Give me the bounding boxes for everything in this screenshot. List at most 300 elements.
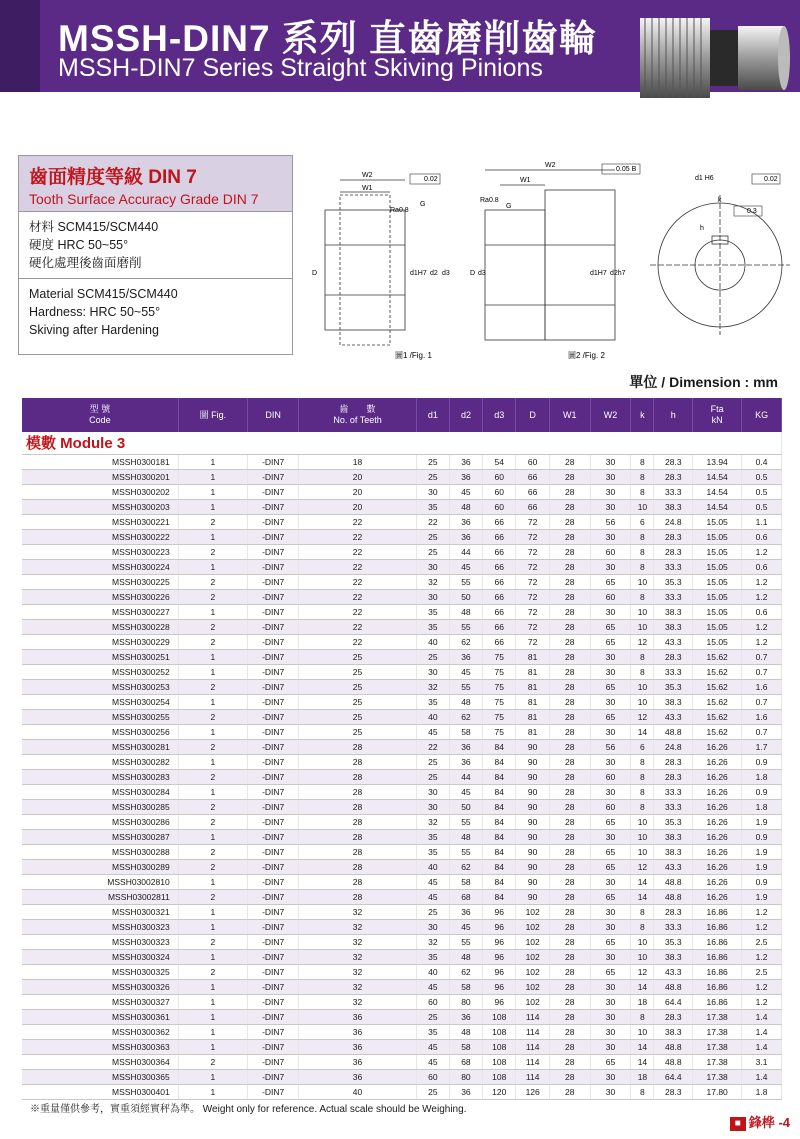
table-cell: 1.2 [742,904,782,919]
table-cell: 0.6 [742,529,782,544]
table-cell: 10 [631,574,654,589]
table-cell: 0.9 [742,754,782,769]
table-cell: 72 [516,574,549,589]
table-cell: 1.8 [742,799,782,814]
table-cell: 84 [482,844,515,859]
table-cell: 1.1 [742,514,782,529]
table-cell: 58 [449,724,482,739]
table-cell: 15.05 [693,544,742,559]
table-cell: 1 [178,829,247,844]
table-cell: 28 [549,964,590,979]
table-cell: 15.62 [693,724,742,739]
table-cell: 114 [516,1069,549,1084]
table-cell: 28.3 [654,754,693,769]
table-cell: 90 [516,859,549,874]
table-cell: 12 [631,859,654,874]
table-cell: 16.86 [693,919,742,934]
table-cell: 48 [449,604,482,619]
table-cell: MSSH0300284 [22,784,178,799]
column-header-label: d2 [460,409,471,420]
table-cell: 25 [416,454,449,469]
column-header-label: DIN [265,409,281,420]
table-cell: -DIN7 [248,469,299,484]
table-cell: 114 [516,1054,549,1069]
table-cell: 102 [516,919,549,934]
table-cell: 48.8 [654,1039,693,1054]
table-row [22,964,782,979]
table-cell: 8 [631,454,654,469]
table-cell: 28 [549,799,590,814]
table-cell: MSSH0300363 [22,1039,178,1054]
page-title-zh: MSSH-DIN7 系列 直齒磨削齒輪 [58,18,598,59]
table-cell: 28 [549,1039,590,1054]
table-row [22,934,782,949]
table-cell: 75 [482,664,515,679]
table-cell: -DIN7 [248,514,299,529]
table-cell: 102 [516,949,549,964]
table-cell: -DIN7 [248,1054,299,1069]
accuracy-grade-zh: 齒面精度等級 DIN 7 [29,167,197,188]
table-cell: MSSH0300228 [22,619,178,634]
table-cell: 0.4 [742,454,782,469]
table-cell: 2 [178,844,247,859]
table-cell: 30 [590,904,631,919]
table-cell: -DIN7 [248,724,299,739]
table-cell: 58 [449,874,482,889]
table-cell: 102 [516,964,549,979]
table-cell: 25 [416,469,449,484]
table-cell: 2 [178,589,247,604]
table-cell: 56 [590,514,631,529]
table-cell: 32 [299,919,417,934]
table-row [22,634,782,649]
table-cell: 62 [449,859,482,874]
table-cell: 8 [631,544,654,559]
table-cell: 65 [590,679,631,694]
table-cell: 28 [549,694,590,709]
table-cell: 2 [178,859,247,874]
table-cell: -DIN7 [248,544,299,559]
table-row [22,454,782,469]
table-cell: 45 [416,889,449,904]
table-cell: 64.4 [654,1069,693,1084]
table-cell: -DIN7 [248,1039,299,1054]
table-cell: 22 [299,619,417,634]
table-cell: 30 [590,484,631,499]
table-cell: 84 [482,874,515,889]
table-cell: 28.3 [654,769,693,784]
table-cell: 8 [631,1009,654,1024]
table-cell: -DIN7 [248,559,299,574]
table-cell: 16.86 [693,964,742,979]
table-cell: 75 [482,709,515,724]
table-cell: -DIN7 [248,619,299,634]
brand-name: 鋒桦 [748,1115,775,1130]
table-cell: 28.3 [654,649,693,664]
table-cell: 6 [631,514,654,529]
table-cell: 14 [631,889,654,904]
table-cell: 75 [482,679,515,694]
table-cell: 40 [416,709,449,724]
table-cell: 2 [178,679,247,694]
table-cell: 16.86 [693,979,742,994]
table-cell: 20 [299,469,417,484]
column-header-label: W1 [563,409,577,420]
table-cell: 30 [416,784,449,799]
table-cell: 65 [590,574,631,589]
table-cell: 10 [631,604,654,619]
table-cell: 2.5 [742,934,782,949]
table-cell: 120 [482,1084,515,1099]
table-cell: -DIN7 [248,964,299,979]
table-cell: 108 [482,1054,515,1069]
table-cell: 1.2 [742,919,782,934]
table-cell: 30 [590,454,631,469]
table-cell: 28 [549,574,590,589]
table-cell: 15.05 [693,604,742,619]
table-cell: 30 [590,919,631,934]
table-cell: 32 [299,934,417,949]
table-cell: 66 [482,604,515,619]
table-cell: 15.62 [693,694,742,709]
table-cell: MSSH0300201 [22,469,178,484]
table-cell: MSSH0300202 [22,484,178,499]
table-cell: 0.9 [742,874,782,889]
table-cell: 72 [516,544,549,559]
table-cell: 30 [590,1069,631,1084]
table-cell: 1.9 [742,859,782,874]
table-cell: 28 [299,784,417,799]
table-cell: 28 [549,1009,590,1024]
table-cell: 48 [449,1024,482,1039]
table-cell: 8 [631,769,654,784]
table-cell: 33.3 [654,484,693,499]
table-cell: 32 [299,949,417,964]
dim-d1h7-fig2: d1H7 [590,270,607,277]
table-cell: 25 [416,529,449,544]
table-cell: 35.3 [654,679,693,694]
table-cell: 84 [482,829,515,844]
table-cell: 48 [449,949,482,964]
table-cell: 96 [482,904,515,919]
table-cell: 68 [449,889,482,904]
table-cell: 15.05 [693,559,742,574]
table-row [22,889,782,904]
table-cell: 30 [590,694,631,709]
table-cell: 1.2 [742,589,782,604]
table-cell: 35 [416,829,449,844]
table-cell: 14 [631,979,654,994]
table-cell: 1.4 [742,1069,782,1084]
table-row [22,814,782,829]
table-cell: 84 [482,814,515,829]
table-cell: -DIN7 [248,889,299,904]
table-cell: 0.9 [742,829,782,844]
roughness-label: Ra0.8 [390,207,409,214]
table-cell: 84 [482,754,515,769]
column-header-label: h [670,409,676,420]
table-cell: 10 [631,844,654,859]
table-cell: 15.62 [693,679,742,694]
table-cell: 80 [449,994,482,1009]
table-cell: -DIN7 [248,874,299,889]
table-cell: MSSH0300364 [22,1054,178,1069]
table-cell: 36 [449,469,482,484]
table-cell: 45 [416,1039,449,1054]
table-cell: 25 [299,649,417,664]
dim-d2: d2 [430,270,438,277]
table-cell: 16.26 [693,829,742,844]
table-cell: 36 [299,1054,417,1069]
table-cell: 16.86 [693,949,742,964]
table-cell: 28 [549,499,590,514]
table-row [22,694,782,709]
tolerance-4: 0.3 [747,208,757,215]
column-header [299,398,417,432]
table-cell: 1.2 [742,994,782,1009]
dim-d1h7: d1H7 [410,270,427,277]
table-cell: 60 [482,484,515,499]
table-cell: -DIN7 [248,499,299,514]
column-header-sublabel: kN [711,415,723,425]
column-header-sublabel: No. of Teeth [333,415,382,425]
table-cell: 12 [631,709,654,724]
table-cell: MSSH0300281 [22,739,178,754]
spec-table [22,398,782,1100]
table-cell: 66 [482,559,515,574]
table-cell: 8 [631,469,654,484]
table-cell: -DIN7 [248,454,299,469]
table-cell: 32 [299,964,417,979]
table-cell: 66 [482,589,515,604]
table-row [22,589,782,604]
table-cell: 45 [449,919,482,934]
table-cell: 38.3 [654,844,693,859]
table-cell: 2 [178,934,247,949]
table-cell: 1.2 [742,619,782,634]
table-cell: 1 [178,904,247,919]
table-cell: -DIN7 [248,739,299,754]
table-cell: 62 [449,964,482,979]
spec-lines-en [19,278,292,345]
table-cell: 10 [631,949,654,964]
table-cell: 28 [549,559,590,574]
table-cell: 102 [516,934,549,949]
table-cell: 60 [482,469,515,484]
table-cell: 8 [631,589,654,604]
table-cell: MSSH0300323 [22,919,178,934]
table-cell: 30 [590,979,631,994]
spec-line: Material SCM415/SCM440 [29,287,178,301]
table-cell: 1.4 [742,1024,782,1039]
table-cell: 2 [178,964,247,979]
dim-w2: W2 [362,172,373,179]
table-cell: -DIN7 [248,754,299,769]
column-header [654,398,693,432]
table-cell: 65 [590,619,631,634]
table-cell: 15.62 [693,649,742,664]
table-cell: MSSH0300255 [22,709,178,724]
dim-k: k [718,197,722,204]
table-row [22,529,782,544]
table-cell: 28 [549,724,590,739]
table-cell: 25 [299,694,417,709]
tolerance-2: 0.05 B [616,166,637,173]
table-cell: 1.2 [742,979,782,994]
table-cell: 66 [482,574,515,589]
table-cell: 16.26 [693,859,742,874]
table-cell: 1 [178,979,247,994]
table-cell: 17.38 [693,1054,742,1069]
table-cell: 1 [178,499,247,514]
column-header [549,398,590,432]
table-cell: 28.3 [654,904,693,919]
table-cell: 2 [178,1054,247,1069]
table-row [22,484,782,499]
table-cell: 28 [549,484,590,499]
table-cell: 14 [631,724,654,739]
table-row [22,1039,782,1054]
table-cell: 0.7 [742,664,782,679]
column-header [416,398,449,432]
spec-lines-zh [19,212,292,278]
table-cell: 2 [178,709,247,724]
table-cell: 28 [299,739,417,754]
table-row [22,754,782,769]
table-cell: 28 [299,754,417,769]
table-cell: 28 [549,514,590,529]
table-cell: 48 [449,829,482,844]
table-cell: 66 [516,469,549,484]
table-cell: 30 [416,589,449,604]
technical-drawings [300,150,790,365]
table-cell: 15.05 [693,634,742,649]
column-header [631,398,654,432]
table-cell: 14.54 [693,499,742,514]
table-cell: 25 [299,664,417,679]
table-cell: 28.3 [654,1084,693,1099]
column-header [482,398,515,432]
table-cell: 56 [590,739,631,754]
table-cell: 72 [516,619,549,634]
table-cell: 30 [590,499,631,514]
table-row [22,739,782,754]
table-cell: 96 [482,964,515,979]
table-cell: -DIN7 [248,919,299,934]
table-cell: 44 [449,544,482,559]
table-cell: 65 [590,889,631,904]
table-header-row [22,398,782,432]
table-cell: -DIN7 [248,1024,299,1039]
table-cell: 30 [590,649,631,664]
table-cell: 35 [416,694,449,709]
table-cell: 80 [449,1069,482,1084]
table-cell: -DIN7 [248,604,299,619]
table-cell: 2 [178,739,247,754]
table-cell: -DIN7 [248,634,299,649]
column-header-label: 型 號 [89,404,111,414]
table-cell: 13.94 [693,454,742,469]
table-cell: 45 [416,724,449,739]
table-cell: 30 [590,1039,631,1054]
table-cell: 1 [178,1084,247,1099]
table-cell: 66 [482,544,515,559]
table-cell: 65 [590,934,631,949]
table-cell: 114 [516,1039,549,1054]
table-cell: 48.8 [654,724,693,739]
table-cell: MSSH0300253 [22,679,178,694]
table-cell: 60 [590,544,631,559]
table-cell: 30 [590,664,631,679]
table-cell: 28 [549,1069,590,1084]
table-cell: 30 [416,559,449,574]
table-cell: MSSH0300254 [22,694,178,709]
unit-label: 單位 / Dimension : mm [629,374,778,390]
table-row [22,679,782,694]
fig2-label: 圖2 /Fig. 2 [568,351,605,360]
table-cell: 16.86 [693,934,742,949]
table-cell: 50 [449,589,482,604]
table-cell: 1.2 [742,544,782,559]
table-cell: 50 [449,799,482,814]
table-cell: 75 [482,724,515,739]
table-cell: 0.5 [742,499,782,514]
fig1-label: 圖1 /Fig. 1 [395,351,432,360]
table-cell: 32 [299,979,417,994]
table-cell: 68 [449,1054,482,1069]
table-cell: 28 [549,649,590,664]
table-cell: 65 [590,634,631,649]
table-cell: 66 [482,619,515,634]
footnote: ※重量僅供參考，實重須經實秤為準。 Weight only for reference. Actual scale should be Weighing. [30,1104,467,1115]
table-cell: MSSH0300251 [22,649,178,664]
table-cell: 1 [178,949,247,964]
table-cell: 55 [449,814,482,829]
table-cell: 55 [449,619,482,634]
table-cell: 0.5 [742,484,782,499]
table-cell: 30 [590,1009,631,1024]
table-row [22,919,782,934]
table-cell: -DIN7 [248,814,299,829]
spec-line: Skiving after Hardening [29,323,159,337]
table-cell: 8 [631,1084,654,1099]
table-cell: 108 [482,1069,515,1084]
table-row [22,994,782,1009]
table-cell: 2 [178,574,247,589]
table-cell: 45 [416,874,449,889]
column-header [22,398,178,432]
table-cell: 84 [482,739,515,754]
table-row [22,664,782,679]
table-cell: 2.5 [742,964,782,979]
table-cell: 1.2 [742,949,782,964]
table-cell: MSSH0300283 [22,769,178,784]
column-header [248,398,299,432]
table-cell: 102 [516,904,549,919]
table-cell: 28 [549,454,590,469]
table-cell: 35.3 [654,934,693,949]
table-cell: MSSH0300221 [22,514,178,529]
table-cell: 90 [516,739,549,754]
table-cell: -DIN7 [248,709,299,724]
table-cell: 36 [299,1039,417,1054]
table-cell: 25 [299,709,417,724]
table-cell: 8 [631,784,654,799]
table-cell: 1 [178,694,247,709]
table-cell: 96 [482,994,515,1009]
table-cell: 28 [549,679,590,694]
table-cell: 40 [416,859,449,874]
